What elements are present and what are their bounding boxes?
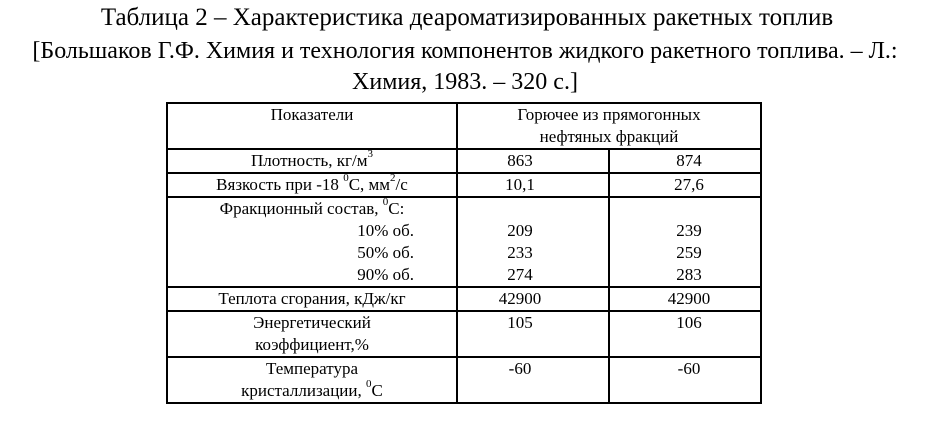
density-label: Плотность, кг/м [251, 151, 368, 170]
header-fuel-line-2: нефтяных фракций [539, 127, 679, 146]
heat-value-2: 42900 [609, 287, 761, 311]
fraction-50-value-1: 233 [457, 242, 609, 264]
viscosity-sup-2: 2 [390, 172, 396, 185]
header-indicators: Показатели [167, 103, 457, 149]
fraction-90-value-1: 274 [457, 264, 609, 287]
table-row-viscosity [167, 173, 761, 197]
fraction-blank-2 [609, 197, 761, 220]
header-fuel [457, 103, 761, 149]
table-row-energy [167, 311, 761, 357]
source-line-2 [6, 67, 924, 98]
viscosity-label-a: Вязкость при -18 [216, 175, 344, 194]
cryst-label-line-2a: кристаллизации, [241, 381, 366, 400]
density-value-2: 874 [609, 149, 761, 173]
source-text-1: Большаков Г.Ф. Химия и технология компонентов жидкого ракетного топлива. – Л.: [40, 38, 898, 64]
row-label-crystallization [167, 357, 457, 403]
fraction-sup: 0 [382, 196, 389, 209]
table-title: Таблица 2 – Характеристика деароматизированных ракетных топлив [100, 4, 834, 31]
energy-label-line-1: Энергетический [253, 313, 371, 332]
density-sup: 3 [367, 148, 373, 161]
viscosity-label-b: С, мм [348, 175, 391, 194]
cryst-label-line-1: Температура [265, 359, 359, 378]
table-header-row [167, 103, 761, 149]
fraction-label: Фракционный состав, [219, 199, 383, 218]
row-label-viscosity [167, 173, 457, 197]
source-reference [6, 36, 924, 98]
energy-value-2: 106 [609, 311, 761, 357]
table-row-fraction-header [167, 197, 761, 220]
viscosity-label-c: /с [395, 175, 408, 194]
row-label-fraction-90: 90% об. [167, 264, 457, 287]
cryst-value-1: -60 [457, 357, 609, 403]
heat-value-1: 42900 [457, 287, 609, 311]
cryst-label-line-2b: С [371, 381, 383, 400]
fraction-50-value-2: 259 [609, 242, 761, 264]
row-label-fraction-10: 10% об. [167, 220, 457, 242]
cryst-value-2: -60 [609, 357, 761, 403]
fraction-10-value-1: 209 [457, 220, 609, 242]
row-label-density [167, 149, 457, 173]
table-row-density [167, 149, 761, 173]
source-close-bracket: ] [569, 69, 578, 95]
fraction-blank-1 [457, 197, 609, 220]
table-row-heat [167, 287, 761, 311]
row-label-fraction [167, 197, 457, 220]
viscosity-sup-1: 0 [343, 172, 349, 185]
density-value-1: 863 [457, 149, 609, 173]
table-row-crystallization [167, 357, 761, 403]
fraction-90-value-2: 283 [609, 264, 761, 287]
energy-label-line-2: коэффициент,% [255, 335, 369, 354]
row-label-heat: Теплота сгорания, кДж/кг [167, 287, 457, 311]
source-text-2: Химия, 1983. – 320 с. [352, 69, 570, 95]
viscosity-value-1: 10,1 [457, 173, 609, 197]
header-fuel-line-1: Горючее из прямогонных [517, 105, 701, 124]
source-open-bracket: [ [32, 38, 41, 64]
viscosity-value-2: 27,6 [609, 173, 761, 197]
table-row-fraction-10 [167, 220, 761, 242]
table-row-fraction-50 [167, 242, 761, 264]
row-label-energy [167, 311, 457, 357]
fuel-properties-table [166, 102, 762, 404]
energy-value-1: 105 [457, 311, 609, 357]
fraction-label-end: С: [388, 199, 405, 218]
source-line-1 [6, 36, 924, 67]
cryst-label-line-2 [172, 380, 452, 402]
cryst-sup: 0 [366, 378, 372, 391]
table-row-fraction-90 [167, 264, 761, 287]
fraction-10-value-2: 239 [609, 220, 761, 242]
row-label-fraction-50: 50% об. [167, 242, 457, 264]
